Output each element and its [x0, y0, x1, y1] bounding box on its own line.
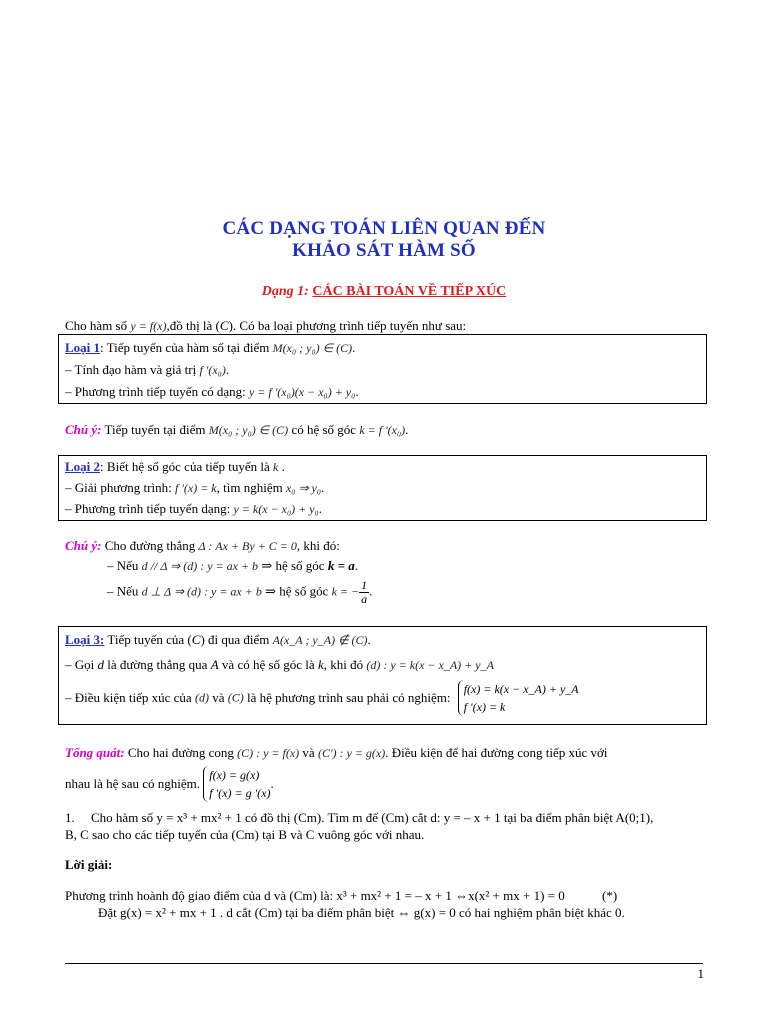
- loai-2-text-3: – Phương trình tiếp tuyến dạng:: [65, 501, 231, 516]
- general-system-eq-2: f '(x) = g '(x): [209, 786, 271, 800]
- section-label: Dạng 1:: [261, 284, 309, 299]
- solution-line-1: [65, 888, 617, 904]
- intro-text-c: C: [219, 318, 229, 333]
- note-1-math-1: M(x₀ ; y₀) ∈ (C): [208, 423, 289, 437]
- loai-1-text-1: : Tiếp tuyến của hàm số tại điểm: [100, 340, 270, 355]
- note-2: [65, 538, 340, 554]
- general-math-2: (C') : y = g(x): [317, 746, 386, 760]
- note-2-case-1-text-b: ⇒ hệ số góc: [261, 558, 325, 573]
- section-title: CÁC BÀI TOÁN VỀ TIẾP XÚC: [312, 284, 507, 299]
- fraction-numerator: 1: [361, 578, 368, 592]
- loai-2-math-3: y = k(x − x₀) + y₀: [233, 502, 319, 516]
- loai-3-math-1: A(x_A ; y_A) ∉ (C): [272, 633, 368, 647]
- page-number: 1: [697, 966, 704, 981]
- loai-3-text-2e: , khi đó: [323, 657, 364, 672]
- note-1-text-b: có hệ số góc: [291, 422, 357, 437]
- loai-1-text-3: – Phương trình tiếp tuyến có dạng:: [65, 384, 246, 399]
- note-1-math-2: k = f '(x₀): [359, 423, 406, 437]
- intro-line: [65, 318, 466, 334]
- general-text-b: . Điều kiện để hai đường cong tiếp xúc với: [385, 745, 608, 760]
- loai-3-math-3b: (C): [227, 690, 244, 705]
- solution-line-2: Đặt g(x) = x² + mx + 1 . d cắt (Cm) tại ba điểm phân biệt ⇔ g(x) = 0 có hai nghiệm phân biệt khác 0.: [98, 905, 625, 920]
- loai-1-text-2: – Tính đạo hàm và giá trị: [65, 362, 197, 377]
- loai-3-label: Loại 3:: [65, 632, 105, 647]
- loai-2-math-2: f '(x) = k: [174, 481, 217, 495]
- problem-number: 1.: [65, 810, 75, 825]
- note-1-label: Chú ý:: [65, 422, 102, 437]
- loai-3-text-2b: là đường thẳng qua: [107, 657, 208, 672]
- general-line-2: nhau là hệ sau có nghiệm. f(x) = g(x) f '(x) = g '(x) .: [65, 768, 274, 800]
- loai-3-text-2k: k: [317, 657, 324, 672]
- page-title-line-2: KHẢO SÁT HÀM SỐ: [292, 240, 476, 261]
- loai-1-label: Loại 1: [65, 340, 101, 355]
- loai-3-math-2: (d) : y = k(x − x_A) + y_A: [366, 658, 494, 672]
- loai-3-text-2d: d: [97, 657, 104, 672]
- note-2-case-1-text-a: – Nếu: [107, 558, 139, 573]
- loai-3-text-2A: A: [210, 657, 219, 672]
- loai-2-line-3: – Phương trình tiếp tuyến dạng: y = k(x − x₀) + y₀.: [65, 501, 322, 516]
- solution-tag: (*): [602, 888, 618, 903]
- loai-3-system-eq-2: f '(x) = k: [463, 700, 506, 714]
- loai-3-text-1d: ) đi qua điểm: [200, 632, 270, 647]
- problem-text-1: Cho hàm số y = x³ + mx² + 1 có đồ thị (Cm). Tìm m để (Cm) cắt d: y = – x + 1 tại ba điểm phân biệt A(0;1),: [91, 810, 654, 825]
- general-label: Tổng quát:: [65, 745, 125, 760]
- intro-math: y = f(x): [130, 319, 167, 333]
- loai-1-line-1: Loại 1: Tiếp tuyến của hàm số tại điểm M(x₀ ; y₀) ∈ (C).: [65, 340, 356, 355]
- problem-1-line-1: [65, 810, 653, 826]
- general-system-eq-1: f(x) = g(x): [209, 768, 260, 782]
- loai-2-text-2b: , tìm nghiệm: [216, 480, 283, 495]
- note-1-text-a: Tiếp tuyến tại điểm: [104, 422, 206, 437]
- general-line-1: [65, 745, 608, 761]
- loai-3-math-3a: (d): [194, 690, 209, 705]
- loai-3-text-1a: Tiếp tuyến của (: [107, 632, 192, 647]
- note-2-text-a: Cho đường thẳng: [104, 538, 196, 553]
- note-2-case-1: – Nếu d // Δ ⇒ (d) : y = ax + b ⇒ hệ số góc k = a.: [107, 558, 358, 573]
- loai-3-line-3: [65, 680, 579, 716]
- intro-text-d: ). Có ba loại phương trình tiếp tuyến như sau:: [228, 318, 467, 333]
- loai-3-line-2: [65, 657, 494, 673]
- note-2-text-b: , khi đó:: [296, 538, 340, 553]
- intro-text-a: Cho hàm số: [65, 318, 128, 333]
- loai-1-line-2: – Tính đạo hàm và giá trị f '(x₀).: [65, 362, 230, 377]
- loai-3-line-1: Loại 3: Tiếp tuyến của (C) đi qua điểm A(x_A ; y_A) ∉ (C).: [65, 632, 371, 647]
- general-text-va: và: [302, 745, 315, 760]
- note-2-case-1-k: k = a: [327, 558, 355, 573]
- loai-3-text-3va: và: [212, 690, 225, 705]
- loai-3-text-2c: và có hệ số góc là: [221, 657, 315, 672]
- problem-text-2: B, C sao cho các tiếp tuyến của (Cm) tại B và C vuông góc với nhau.: [65, 827, 425, 842]
- loai-1-math-3: y = f '(x₀)(x − x₀) + y₀: [248, 385, 356, 399]
- loai-3-text-2a: – Gọi: [65, 657, 95, 672]
- general-system: [203, 766, 270, 802]
- note-2-label: Chú ý:: [65, 538, 102, 553]
- solution-text-1: Phương trình hoành độ giao điểm của d và (Cm) là: x³ + mx² + 1 = – x + 1 ⇔x(x² + mx + 1) = 0: [65, 888, 565, 903]
- loai-3-system-eq-1: f(x) = k(x − x_A) + y_A: [463, 682, 579, 696]
- loai-1-math-2: f '(x₀): [199, 363, 226, 377]
- fraction-denominator: a: [361, 592, 368, 606]
- loai-1-line-3: – Phương trình tiếp tuyến có dạng: y = f '(x₀)(x − x₀) + y₀.: [65, 384, 359, 399]
- note-2-case-1-math: d // Δ ⇒ (d) : y = ax + b: [141, 559, 259, 573]
- footer-divider: [65, 963, 703, 964]
- page-title-line-1: CÁC DẠNG TOÁN LIÊN QUAN ĐẾN: [222, 218, 546, 239]
- general-text-c: nhau là hệ sau có nghiệm.: [65, 776, 201, 791]
- general-math-1: (C) : y = f(x): [237, 746, 300, 760]
- note-2-case-2-text-b: ⇒ hệ số góc: [265, 583, 329, 599]
- note-2-case-2-k: k = −: [331, 584, 360, 599]
- loai-2-math-2b: x₀ ⇒ y₀: [285, 481, 322, 495]
- problem-1-line-2: [65, 827, 424, 843]
- loai-2-text-2: – Giải phương trình:: [65, 480, 172, 495]
- section-heading-dang-1: [0, 284, 768, 300]
- loai-2-line-1: Loại 2: Biết hệ số góc của tiếp tuyến là k .: [65, 459, 285, 474]
- loai-3-text-1c: C: [191, 632, 201, 647]
- loai-2-line-2: – Giải phương trình: f '(x) = k, tìm nghiệm x₀ ⇒ y₀.: [65, 480, 325, 495]
- note-1: Chú ý: Tiếp tuyến tại điểm M(x₀ ; y₀) ∈ (C) có hệ số góc k = f '(x₀).: [65, 422, 409, 437]
- loai-2-text-1: : Biết hệ số góc của tiếp tuyến là: [100, 459, 270, 474]
- loai-3-system: [458, 680, 579, 716]
- general-text-a: Cho hai đường cong: [127, 745, 234, 760]
- note-2-case-2-math: d ⊥ Δ ⇒ (d) : y = ax + b: [141, 584, 262, 599]
- note-2-case-2: – Nếu d ⊥ Δ ⇒ (d) : y = ax + b ⇒ hệ số góc k = − $\frac{1}{a}$ .: [107, 578, 373, 606]
- loai-3-text-3a: – Điều kiện tiếp xúc của: [65, 690, 192, 705]
- solution-heading: Lời giải:: [65, 857, 113, 872]
- note-2-fraction: [359, 579, 369, 606]
- loai-1-math-1: M(x₀ ; y₀) ∈ (C): [272, 341, 353, 355]
- note-2-math: Δ : Ax + By + C = 0: [198, 539, 297, 553]
- loai-3-text-3b: là hệ phương trình sau phải có nghiệm:: [247, 690, 451, 705]
- loai-2-math-1: k: [272, 460, 279, 474]
- loai-2-label: Loại 2: [65, 459, 101, 474]
- intro-text-b: ,đồ thị là (: [166, 318, 220, 333]
- note-2-case-2-text-a: – Nếu: [107, 583, 139, 599]
